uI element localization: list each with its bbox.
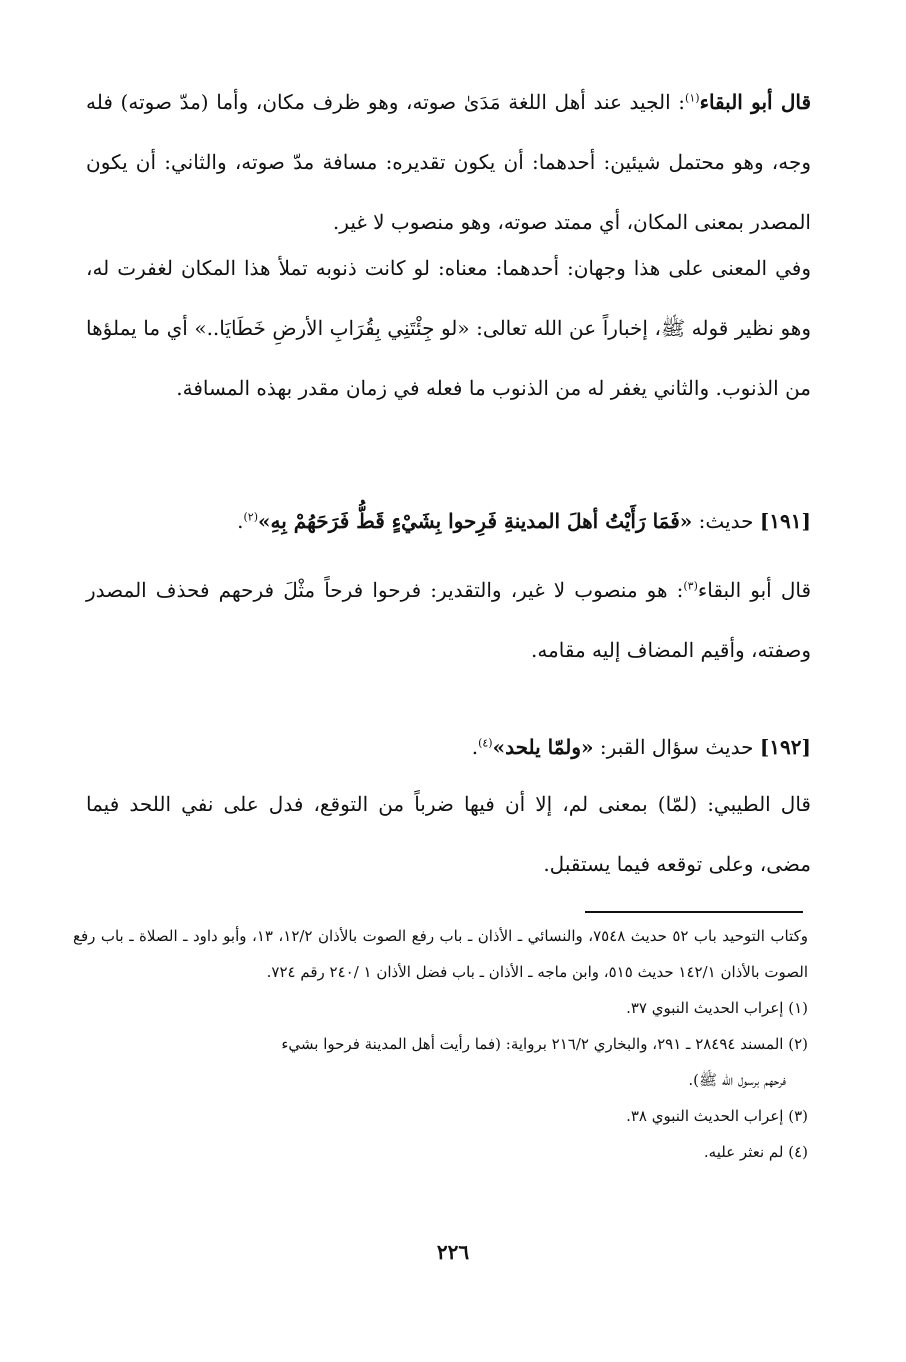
paragraph-body: : الجيد عند أهل اللغة مَدَىٰ صوته، وهو ظرف مكان، وأما (مدّ صوته) فله وجه، وهو محتمل شيئين: أحدهما: أن يكون تقديره: مسافة مدّ صوته، والثاني: أن يكون المصدر بمعنى المكان، أي ممتد صوته، وهو منصوب لا غير.	[86, 90, 811, 234]
footnote-3: (٣) إعراب الحديث النبوي ٣٨.	[626, 1107, 808, 1125]
speaker-lead: قال أبو البقاء	[697, 578, 812, 602]
paragraph-body: : هو منصوب لا غير، والتقدير: فرحوا فرحاً مثْلَ فرحهم فحذف المصدر وصفته، وأقيم المضاف إليه مقامه.	[86, 578, 811, 662]
paragraph-abu-al-baqa-1	[86, 72, 811, 252]
footnote-2: (٢) المسند ٢٨٤٩٤ ـ ٢٩١، والبخاري ٢١٦/٢ برواية: (فما رأيت أهل المدينة فرحوا بشيء	[281, 1035, 808, 1053]
footnote-separator	[585, 911, 803, 913]
page-number: ٢٢٦	[436, 1240, 470, 1264]
footnote-marker: (٣)	[683, 579, 698, 593]
paragraph-text	[86, 560, 811, 680]
heading-end: .	[471, 735, 479, 759]
hadith-label: حديث:	[698, 509, 754, 533]
footnote-2-continuation: فرحهم برسول الله ﷺ).	[688, 1071, 786, 1089]
hadith-192-heading	[86, 722, 811, 772]
paragraph-text: قال الطيبي: (لمّا) بمعنى لم، إلا أن فيها ضرباً من التوقع، فدل على نفي اللحد فيما مضى، وعلى توقعه فيما يستقبل.	[86, 792, 811, 876]
footnote-continuation: وكتاب التوحيد باب ٥٢ حديث ٧٥٤٨، والنسائي ـ الأذان ـ باب رفع الصوت بالأذان ١٢/٢، ١٣، وأبو داود ـ الصلاة ـ باب رفع الصوت بالأذان ١٤٢/١ حديث ٥١٥، وابن ماجه ـ الأذان ـ باب فضل الأذان ١ /٢٤٠ رقم ٧٢٤.	[73, 927, 808, 981]
hadith-191-heading	[86, 496, 811, 546]
hadith-192-commentary	[86, 774, 811, 894]
heading-end: .	[237, 509, 244, 533]
paragraph-text: وفي المعنى على هذا وجهان: أحدهما: معناه: لو كانت ذنوبه تملأ هذا المكان لغفرت له، وهو نظير قوله ﷺ، إخباراً عن الله تعالى: «لو جِئْتَنِي بِقُرَابِ الأرضِ خَطَايَا..» أي ما يملؤها من الذنوب. والثاني يغفر له من الذنوب ما فعله في زمان مقدر بهذه المسافة.	[86, 256, 811, 400]
hadith-191-commentary	[86, 560, 811, 680]
footnote-4: (٤) لم نعثر عليه.	[703, 1143, 808, 1161]
heading-text	[86, 496, 811, 546]
footnote-marker: (١)	[685, 91, 700, 105]
speaker-lead: قال أبو البقاء	[699, 90, 812, 114]
footnote-marker: (٤)	[478, 736, 493, 750]
paragraph-text	[86, 72, 811, 252]
footnote-1: (١) إعراب الحديث النبوي ٣٧.	[626, 999, 808, 1017]
heading-text	[86, 722, 811, 772]
hadith-number: [١٩١]	[759, 509, 811, 533]
paragraph-meaning	[86, 238, 811, 418]
hadith-label: حديث سؤال القبر:	[599, 735, 754, 759]
hadith-quote: «فَمَا رَأَيْتُ أهلَ المدينةِ فَرِحوا بِشَيْءٍ قَطُّ فَرَحَهُمْ بِهِ»	[258, 509, 693, 533]
footnote-marker: (٢)	[243, 510, 259, 524]
hadith-number: [١٩٢]	[759, 735, 811, 759]
footnotes	[73, 918, 808, 1170]
hadith-quote: «ولمّا يلحد»	[492, 735, 594, 759]
